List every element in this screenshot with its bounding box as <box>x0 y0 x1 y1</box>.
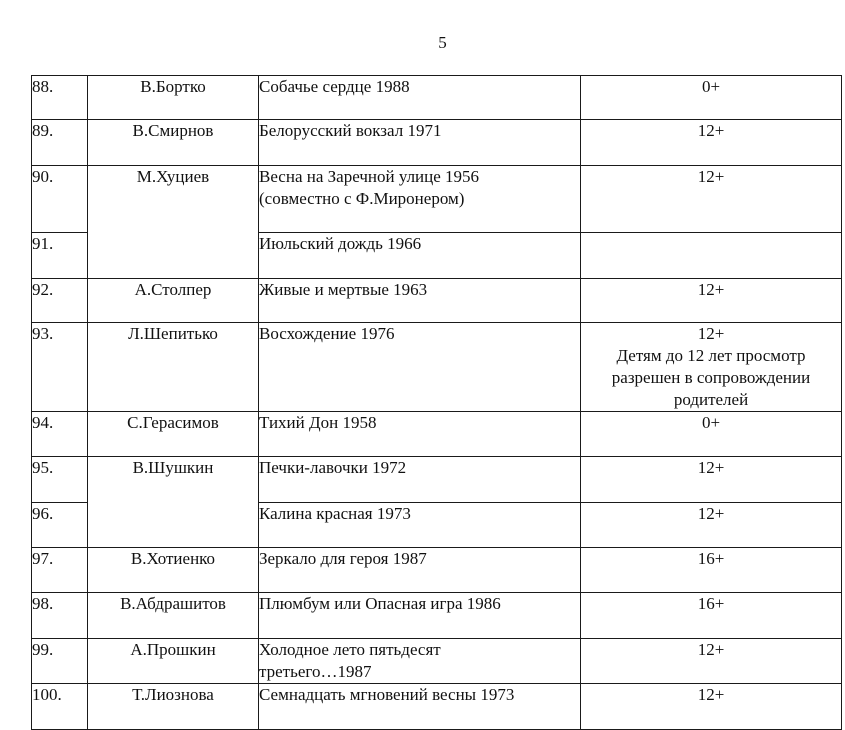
director-cell: А.Столпер <box>88 279 259 323</box>
age-rating-note: разрешен в сопровождении <box>611 368 811 387</box>
director-cell: В.Бортко <box>88 76 259 120</box>
row-number-cell: 88. <box>32 76 88 120</box>
row-number-cell: 99. <box>32 639 88 684</box>
row-number-cell: 97. <box>32 548 88 593</box>
row-number-cell: 93. <box>32 323 88 412</box>
age-rating-cell: 12+ <box>581 279 842 323</box>
table-row <box>32 279 842 323</box>
film-title-cell: Семнадцать мгновений весны 1973 <box>259 684 581 730</box>
row-number-cell: 94. <box>32 412 88 457</box>
film-title-cell <box>259 166 581 233</box>
table-row <box>32 120 842 166</box>
age-rating-cell: 16+ <box>581 593 842 639</box>
age-rating-cell: 12+ <box>581 503 842 548</box>
film-title-cell: Печки-лавочки 1972 <box>259 457 581 503</box>
table-row <box>32 639 842 684</box>
director-cell: М.Хуциев <box>88 166 259 279</box>
table-row <box>32 76 842 120</box>
film-title-line: Весна на Заречной улице 1956 <box>259 167 480 186</box>
row-number-cell: 92. <box>32 279 88 323</box>
film-title-cell: Зеркало для героя 1987 <box>259 548 581 593</box>
film-title-cell: Калина красная 1973 <box>259 503 581 548</box>
row-number-cell: 98. <box>32 593 88 639</box>
film-title-cell <box>259 639 581 684</box>
film-title-cell: Белорусский вокзал 1971 <box>259 120 581 166</box>
director-cell: С.Герасимов <box>88 412 259 457</box>
film-title-cell: Тихий Дон 1958 <box>259 412 581 457</box>
film-title-line: Холодное лето пятьдесят <box>259 640 441 659</box>
age-rating-cell: 12+ <box>581 457 842 503</box>
age-rating-cell: 12+ <box>581 120 842 166</box>
age-rating-cell: 12+ <box>581 166 842 233</box>
director-cell: А.Прошкин <box>88 639 259 684</box>
director-cell: Т.Лиознова <box>88 684 259 730</box>
director-cell: Л.Шепитько <box>88 323 259 412</box>
age-rating-cell: 0+ <box>581 412 842 457</box>
age-rating-cell: 16+ <box>581 548 842 593</box>
row-number-cell: 89. <box>32 120 88 166</box>
row-number-cell: 90. <box>32 166 88 233</box>
film-title-cell: Живые и мертвые 1963 <box>259 279 581 323</box>
row-number-cell: 96. <box>32 503 88 548</box>
age-rating-cell <box>581 233 842 279</box>
film-title-cell: Июльский дождь 1966 <box>259 233 581 279</box>
film-title-line: третьего…1987 <box>259 662 372 681</box>
row-number-cell: 95. <box>32 457 88 503</box>
age-rating-cell: 12+ <box>581 639 842 684</box>
age-rating-cell: 12+ <box>581 684 842 730</box>
table-row <box>32 548 842 593</box>
film-title-cell: Плюмбум или Опасная игра 1986 <box>259 593 581 639</box>
table-row <box>32 684 842 730</box>
row-number-cell: 100. <box>32 684 88 730</box>
director-cell: В.Шушкин <box>88 457 259 548</box>
age-rating-note: родителей <box>673 390 749 409</box>
page-number: 5 <box>438 33 447 52</box>
film-title-line: (совместно с Ф.Миронером) <box>259 189 465 208</box>
table-row <box>32 593 842 639</box>
age-rating-value: 12+ <box>697 324 725 343</box>
film-list-table <box>31 75 842 730</box>
director-cell: В.Хотиенко <box>88 548 259 593</box>
age-rating-note: Детям до 12 лет просмотр <box>616 346 806 365</box>
table-row <box>32 166 842 233</box>
film-title-cell: Восхождение 1976 <box>259 323 581 412</box>
age-rating-cell <box>581 323 842 412</box>
row-number-cell: 91. <box>32 233 88 279</box>
director-cell: В.Абдрашитов <box>88 593 259 639</box>
table-row <box>32 323 842 412</box>
film-title-cell: Собачье сердце 1988 <box>259 76 581 120</box>
director-cell: В.Смирнов <box>88 120 259 166</box>
age-rating-cell: 0+ <box>581 76 842 120</box>
table-row <box>32 457 842 503</box>
table-row <box>32 412 842 457</box>
